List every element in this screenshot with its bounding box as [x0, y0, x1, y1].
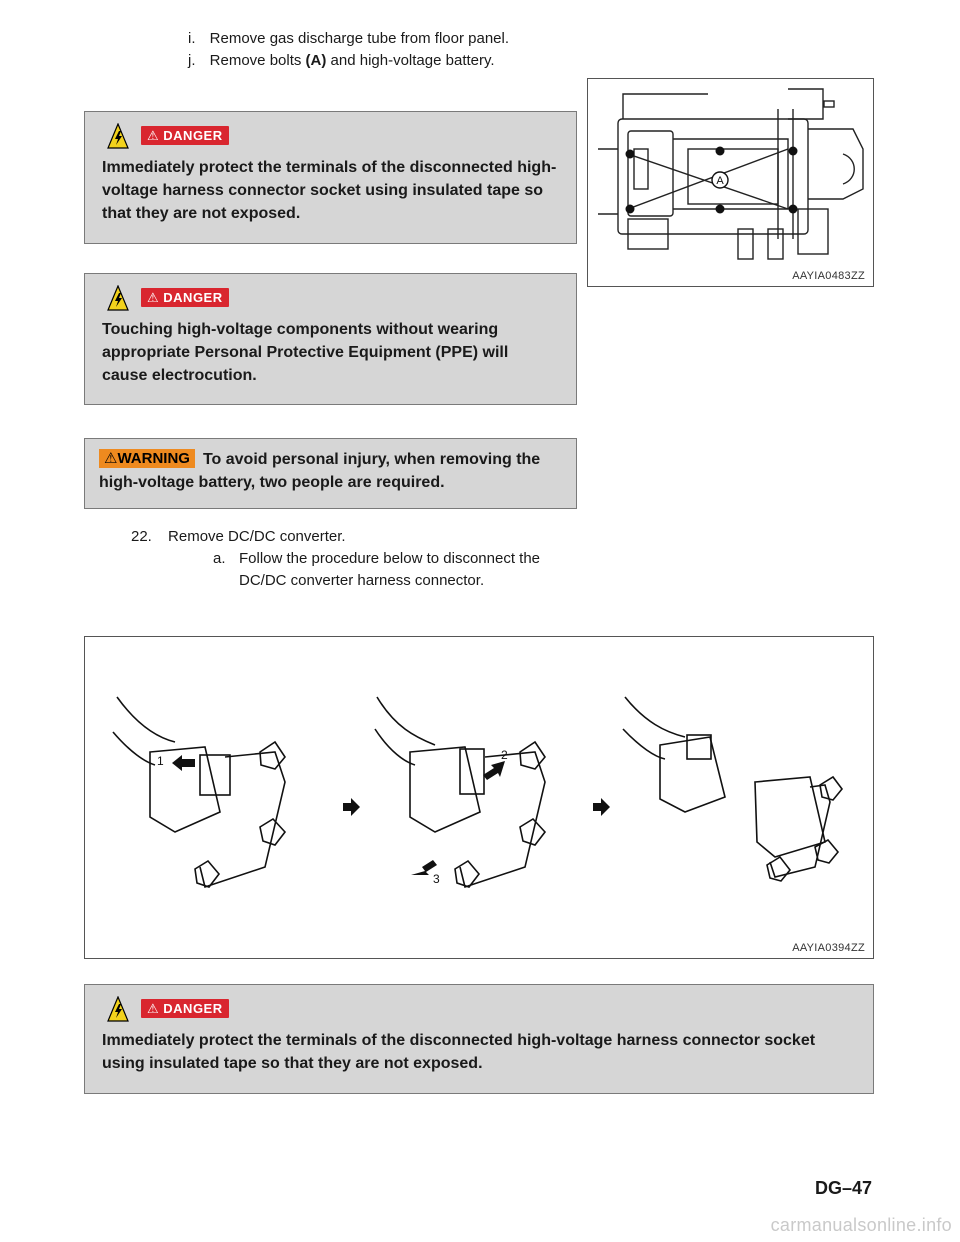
step-text: Remove gas discharge tube from floor panel. — [209, 30, 509, 47]
alert-triangle-icon: ⚠ — [104, 450, 118, 467]
page-number: DG–47 — [814, 1178, 872, 1198]
danger-box-1 — [84, 111, 577, 244]
bolt-label: (A) — [305, 52, 327, 69]
alert-triangle-icon: ⚠ — [147, 1001, 160, 1016]
danger-badge: ⚠ DANGER — [141, 999, 229, 1018]
alert-triangle-icon: ⚠ — [147, 290, 160, 305]
connector-figure — [84, 636, 874, 959]
callout-a: A — [716, 175, 724, 187]
danger-box-3 — [84, 984, 874, 1094]
callout-2: 2 — [501, 748, 508, 762]
step-j — [188, 50, 495, 72]
step-22 — [131, 526, 346, 548]
step-22a — [213, 548, 553, 592]
figure-id: AAYIA0394ZZ — [792, 942, 865, 954]
danger-text: Touching high-voltage components without wearing appropriate Personal Protective Equipment (PPE) will cause electrocution. — [102, 321, 509, 384]
danger-text: Immediately protect the terminals of the disconnected high-voltage harness connector socket using insulated tape so that they are not exposed. — [102, 1032, 816, 1072]
high-voltage-icon — [107, 996, 129, 1022]
danger-box-2 — [84, 273, 577, 405]
footer-url[interactable]: carmanualsonline.info — [770, 1215, 952, 1235]
warning-text: ⚠WARNING To avoid personal injury, when removing the high-voltage battery, two people are required. — [99, 450, 541, 491]
high-voltage-icon — [107, 285, 129, 311]
arrow-right-icon — [593, 798, 610, 816]
step-marker: i. — [188, 30, 196, 47]
danger-badge: ⚠ DANGER — [141, 126, 229, 145]
alert-triangle-icon: ⚠ — [147, 128, 160, 143]
battery-figure — [587, 78, 874, 287]
callout-3: 3 — [433, 872, 440, 886]
step-text: Remove DC/DC converter. — [168, 528, 346, 545]
warning-box — [84, 438, 577, 509]
danger-badge: ⚠ DANGER — [141, 288, 229, 307]
callout-1: 1 — [157, 754, 164, 768]
step-i — [188, 28, 509, 50]
warning-badge: ⚠WARNING — [99, 449, 195, 468]
connector-illustration — [85, 637, 873, 937]
battery-illustration — [588, 79, 873, 269]
step-marker: 22. — [131, 528, 152, 545]
step-text: Remove bolts (A) and high-voltage battery. — [209, 52, 495, 69]
danger-text: Immediately protect the terminals of the disconnected high-voltage harness connector socket using insulated tape so that they are not exposed. — [102, 159, 557, 222]
figure-id: AAYIA0483ZZ — [792, 270, 865, 282]
step-text: Follow the procedure below to disconnect the DC/DC converter harness connector. — [239, 550, 541, 589]
arrow-right-icon — [343, 798, 360, 816]
high-voltage-icon — [107, 123, 129, 149]
step-marker: a. — [213, 550, 226, 567]
step-marker: j. — [188, 52, 196, 69]
